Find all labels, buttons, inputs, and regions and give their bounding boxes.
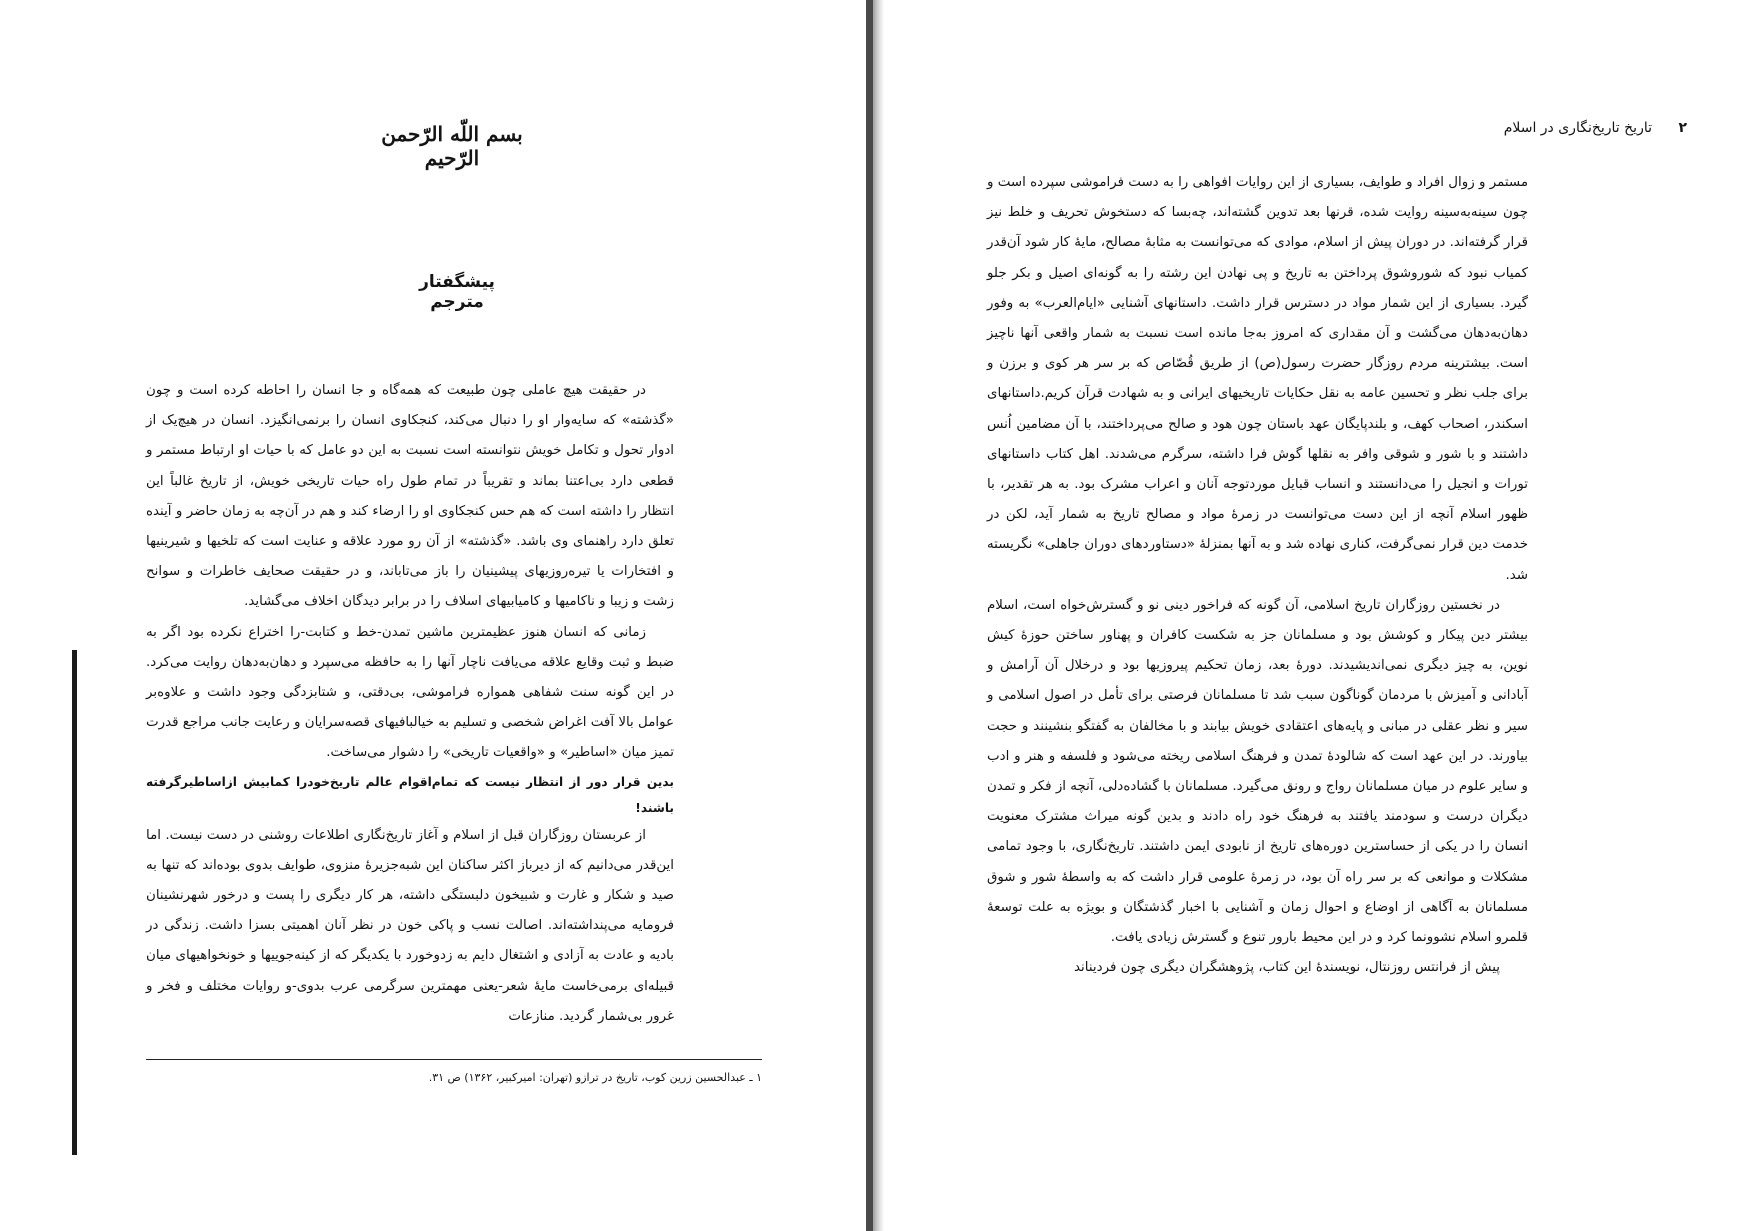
paragraph: زمانی که انسان هنوز عظیمترین ماشین تمدن-خط و کتابت-را اختراع نکرده بود اگر به ضبط و ثبت وقایع علاقه می‌یافت ناچار آنها را به حافظه می‌سپرد و دهان‌به‌دهان روایت می‌کرد. در این گونه سنت شفاهی همواره فراموشی، بی‌دقتی، و شتابزدگی وجود داشت و علاوه‌بر عوامل بالا آفت اغراض شخصی و تسلیم به خیالبافیهای قصه‌سرایان و رعایت جانب مراجع قدرت تمیز میان «اساطیر» و «واقعیات تاریخی» را دشوار می‌ساخت. <box>146 624 674 761</box>
basmala-heading: بسم اللّه الرّحمن الرّحیم <box>381 122 523 170</box>
paragraph: از عربستان روزگاران قبل از اسلام و آغاز تاریخ‌نگاری اطلاعات روشنی در دست نیست. اما این‌قدر می‌دانیم که از دیرباز اکثر ساکنان این شبه‌جزیرهٔ منزوی، طوایف بدوی بوده‌اند که تنها به صید و شکار و غارت و شبیخون دلبستگی داشته، هر کار دیگری را پست و درخور شهرنشینان فرومایه می‌پنداشته‌اند. اصالت نسب و پاکی خون در نظر آنان اهمیتی بسزا داشت. زندگی در بادیه و عادت به آزادی و اشتغال دایم به زدوخورد با یکدیگر که از کینه‌جوییها و خونخواهیهای میان قبیله‌ای برمی‌خاست مایهٔ شعر-یعنی مهمترین سرگرمی عرب بدوی-و روایات مختلف و فخر و غرور بی‌شمار گردید. منازعات <box>146 827 674 1024</box>
paragraph: در حقیقت هیچ عاملی چون طبیعت که همه‌گاه و جا انسان را احاطه کرده است و چون «گذشته» که سایه‌وار او را دنبال می‌کند، کنجکاوی انسان را برنمی‌انگیزد. انسان در هیچ‌یک از ادوار تحول و تکامل خویش نتوانسته است نسبت به این دو عامل که با حیات او ارتباط مستمر و قطعی دارد بی‌اعتنا بماند و تقریباً در تمام طول راه حیات تاریخی خویش، از تاریخ غالباً این انتظار را داشته است که هم حس کنجکاوی او را ارضاء کند و هم در آن‌چه به زمان حاضر و آینده تعلق دارد راهنمای وی باشد. «گذشته» از آن رو مورد علاقه و عنایت است که تلخیها و شیرینیها و افتخارات یا تیره‌روزیهای پیشینیان را باز می‌تاباند، و در حقیقت صحایف خاطرات و سوانح زشت و زیبا و ناکامیها و کامیابیهای اسلاف را در برابر دیدگان اخلاف می‌گشاید. <box>146 383 674 610</box>
paragraph: بدین قرار دور از انتظار نیست که تمام‌اقوام عالم تاریخ‌خودرا کمابیش ازاساطیرگرفته باشند! <box>146 774 674 815</box>
footnote: ۱ ـ عبدالحسین زرین کوب، تاریخ در ترازو (تهران: امیرکبیر، ۱۳۶۲) ص ۳۱. <box>428 1071 762 1084</box>
right-body-text <box>987 168 1528 983</box>
page-number: ۲ <box>1678 120 1687 136</box>
paragraph: پیش از فرانتس روزنتال، نویسندهٔ این کتاب، پژوهشگران دیگری چون فردیناند <box>1074 960 1500 976</box>
paragraph: مستمر و زوال افراد و طوایف، بسیاری از این روایات افواهی را به دست فراموشی سپرده است و چون سینه‌به‌سینه روایت شده، قرنها بعد تدوین گشته‌اند، چه‌بسا که دستخوش تحریف و خلط نیز قرار گرفته‌اند. در دوران پیش از اسلام، موادی که می‌توانست به مثابهٔ مصالح، مایهٔ کار شود آن‌قدر کمیاب نبود که شوروشوق پرداختن به تاریخ و پی نهادن این رشته را به گونه‌ای اصیل و بکر جلو گیرد. بسیاری از این شمار مواد در دسترس قرار داشت. داستانهای آشنایی «ایام‌العرب» به وفور دهان‌به‌دهان می‌گشت و آن مقداری که امروز به‌جا مانده است نسبت به شمار واقعی آنها ناچیز است. بیشترینه مردم روزگار حضرت رسول(ص) از طریق قُصّاص که بر سر هر کوی و برزن و برای جلب نظر و تحسین عامه به نقل حکایات تاریخیهای ایرانی و به شهادت قرآن کریم.داستانهای اسکندر، اصحاب کهف، و بلندپایگان عهد باستان چون هود و صالح می‌پرداختند، با آن مضامین اُنس داشتند و با شور و شوقی وافر به نقلها گوش فرا داشته، سرگرم می‌شدند. اهل کتاب داستانهای تورات و انجیل را می‌دانستند و انساب قبایل موردتوجه آنان و اعراب مشرک بود. به هر تقدیر، با ظهور اسلام آنچه از این دست می‌توانست در زمرهٔ مواد و مصالح تاریخ به شمار آید، لکن در خدمت دین قرار نمی‌گرفت، کناری نهاده شد و به آنها بمنزلهٔ «دستاوردهای دوران جاهلی» نگریسته شد. <box>987 175 1528 583</box>
running-title: تاریخ تاریخ‌نگاری در اسلام <box>1503 120 1652 136</box>
translator-preface-heading: پیشگفتار مترجم <box>419 272 495 312</box>
paragraph: در نخستین روزگاران تاریخ اسلامی، آن گونه که فراخور دینی نو و گسترش‌خواه است، اسلام بیشتر دین پیکار و کوشش بود و مسلمانان جز به شکست کافران و پهناور ساختن حوزهٔ کیش نوین، به چیز دیگری نمی‌اندیشیدند. دورهٔ بعد، زمان تحکیم پیروزیها بود و درخلال آن آرامش و آبادانی و آمیزش با مردمان گوناگون سبب شد تا مسلمانان فرصتی برای تأمل در اصول اسلامی و سیر و نظر عقلی در مبانی و پایه‌های اعتقادی خویش بیابند و با مخالفان به گفتگو بنشینند و حجت بیاورند. در این عهد است که شالودهٔ تمدن و فرهنگ اسلامی ریخته می‌شود و فلسفه و هنر و ادب و سایر علوم در میان مسلمانان رواج و رونق می‌گیرد. مسلمانان با گشاده‌دلی، آنچه از فکر و تمدن دیگران درست و سودمند یافتند به فرهنگ خود راه دادند و بدین گونه میراث مشترک معنویت انسان را در یکی از حساسترین دوره‌های تاریخ از نابودی ایمن داشتند. تاریخ‌نگاری، با وجود تمامی مشکلات و موانعی که بر سر راه آن بود، در زمرهٔ علومی قرار داشت که به واسطهٔ شور و شوق مسلمانان به آگاهی از اوضاع و احوال زمان و آشنایی با اخبار گذشتگان و بویژه به علت توسعهٔ قلمرو اسلام نشوونما کرد و در این محیط بارور تنوع و گسترش زیادی یافت. <box>987 597 1528 946</box>
right-page <box>884 0 1746 1231</box>
left-body-text <box>146 376 674 1032</box>
page-edge-bar <box>72 650 77 1155</box>
gutter-shadow <box>866 0 873 1231</box>
footnote-divider <box>146 1059 762 1060</box>
left-page <box>0 0 866 1231</box>
running-header <box>1397 120 1687 136</box>
